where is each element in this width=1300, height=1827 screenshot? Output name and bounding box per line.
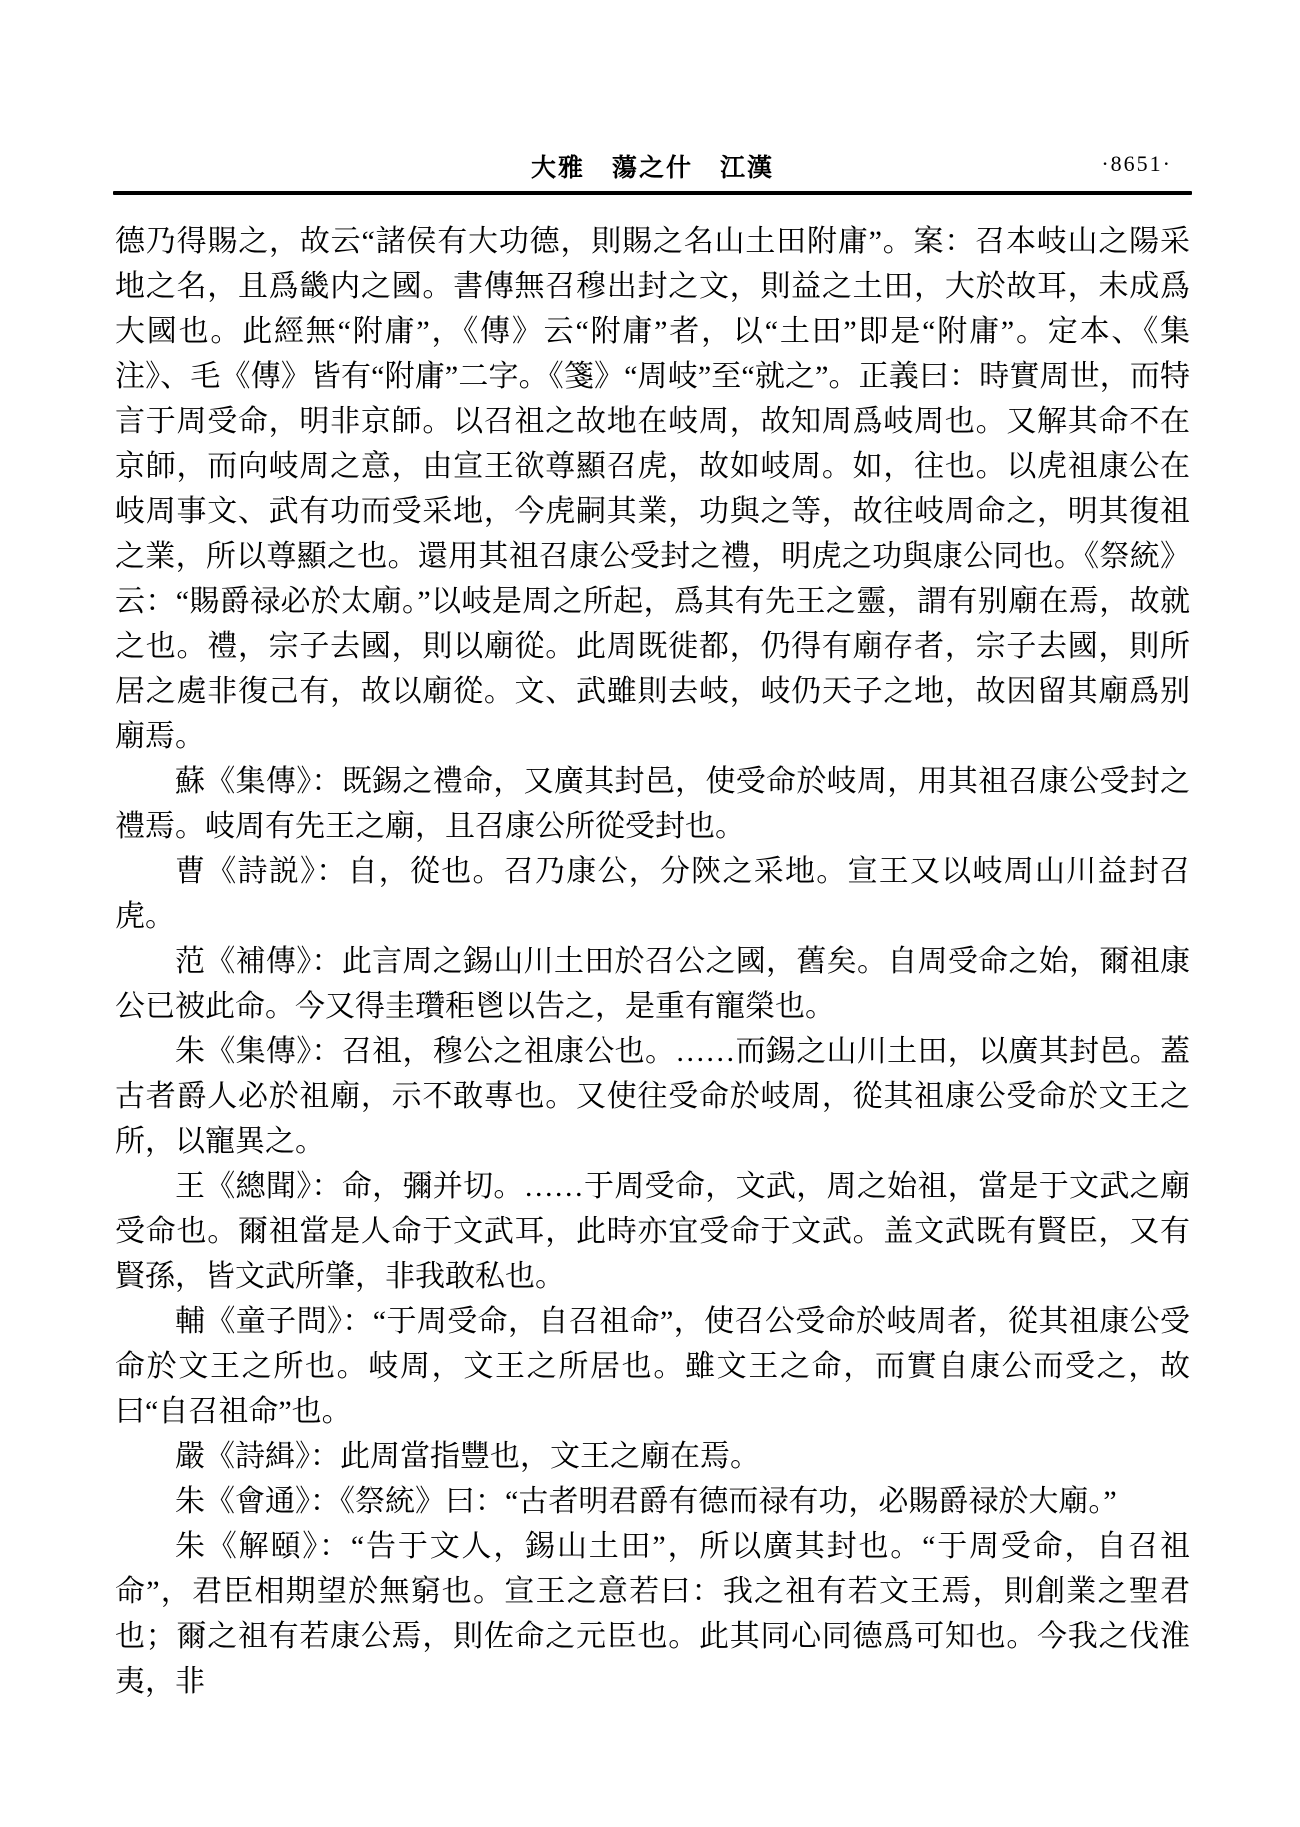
page-number: ·8651·: [1101, 151, 1172, 176]
paragraph-zhu-jizhuan: 朱《集傳》：召祖，穆公之祖康公也。……而錫之山川土田，以廣其封邑。蓋古者爵人必於祖廟，示不敢專也。又使往受命於岐周，從其祖康公受命於文王之所，以寵異之。: [115, 1035, 1190, 1158]
page-header-title: 大雅 蕩之什 江漢: [530, 155, 774, 182]
page-body: [115, 219, 1190, 1704]
paragraph-commentary-zhengyi: 德乃得賜之，故云“諸侯有大功德，則賜之名山土田附庸”。案：召本岐山之陽采地之名，且爲畿内之國。書傳無召穆出封之文，則益之土田，大於故耳，未成爲大國也。此經無“附庸”，《傳》云“附庸”者，以“土田”即是“附庸”。定本、《集注》、毛《傳》皆有“附庸”二字。《箋》“周岐”至“就之”。正義曰：時實周世，而特言于周受命，明非京師。以召祖之故地在岐周，故知周爲岐周也。又解其命不在京師，而向岐周之意，由宣王欲尊顯召虎，故如岐周。如，往也。以虎祖康公在岐周事文、武有功而受采地，今虎嗣其業，功與之等，故往岐周命之，明其復祖之業，所以尊顯之也。還用其祖召康公受封之禮，明虎之功與康公同也。《祭統》云：“賜爵禄必於太廟。”以岐是周之所起，爲其有先王之靈，謂有别廟在焉，故就之也。禮，宗子去國，則以廟從。此周既徙都，仍得有廟存者，宗子去國，則所居之處非復己有，故以廟從。文、武雖則去岐，岐仍天子之地，故因留其廟爲别廟焉。: [115, 225, 1190, 753]
page-header: [115, 148, 1190, 184]
paragraph-fan-buzhuan: 范《補傳》：此言周之錫山川土田於召公之國，舊矣。自周受命之始，爾祖康公已被此命。今又得圭瓚秬鬯以告之，是重有寵榮也。: [115, 945, 1190, 1023]
paragraph-wang-zongwen: 王《總聞》：命，彌并切。……于周受命，文武，周之始祖，當是于文武之廟受命也。爾祖當是人命于文武耳，此時亦宜受命于文武。盖文武既有賢臣，又有賢孫，皆文武所肇，非我敢私也。: [115, 1170, 1190, 1293]
paragraph-su-jizhuan: 蘇《集傳》：既錫之禮命，又廣其封邑，使受命於岐周，用其祖召康公受封之禮焉。岐周有先王之廟，且召康公所從受封也。: [115, 765, 1190, 843]
paragraph-zhu-jieyi: 朱《解頤》：“告于文人，錫山土田”，所以廣其封也。“于周受命，自召祖命”，君臣相期望於無窮也。宣王之意若曰：我之祖有若文王焉，則創業之聖君也；爾之祖有若康公焉，則佐命之元臣也。此其同心同德爲可知也。今我之伐淮夷，非: [115, 1530, 1190, 1698]
paragraph-cao-shishuo: 曹《詩説》：自，從也。召乃康公，分陝之采地。宣王又以岐周山川益封召虎。: [115, 855, 1190, 933]
paragraph-yan-shiji: 嚴《詩緝》：此周當指豐也，文王之廟在焉。: [175, 1440, 760, 1473]
header-rule: [113, 191, 1192, 195]
paragraph-fu-tongziwen: 輔《童子問》：“于周受命，自召祖命”，使召公受命於岐周者，從其祖康公受命於文王之所也。岐周，文王之所居也。雖文王之命，而實自康公而受之，故曰“自召祖命”也。: [115, 1305, 1190, 1428]
paragraph-zhu-huitong: 朱《會通》：《祭統》曰：“古者明君爵有德而禄有功，必賜爵禄於大廟。”: [175, 1485, 1117, 1518]
